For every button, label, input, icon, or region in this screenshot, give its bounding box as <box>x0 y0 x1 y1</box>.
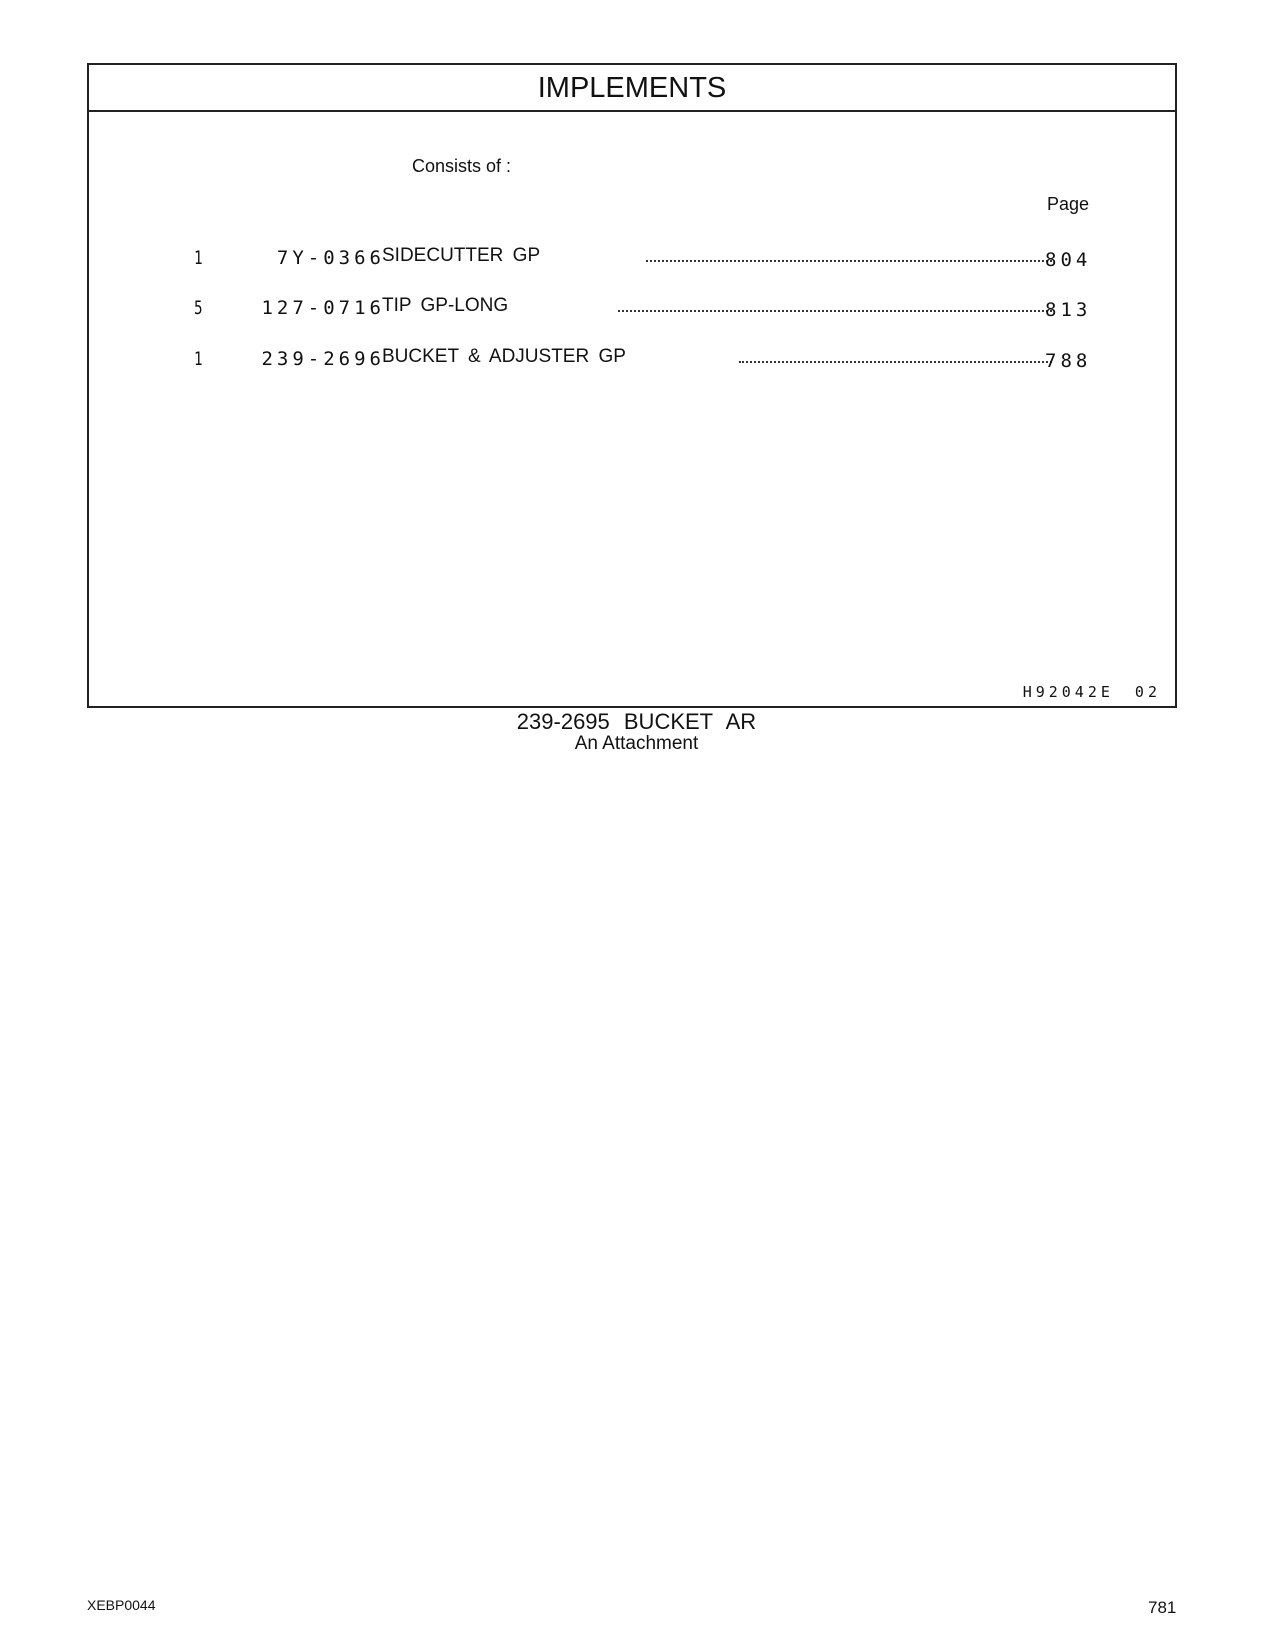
parts-row <box>89 245 1175 275</box>
dot-leader <box>618 310 1052 312</box>
parts-row <box>89 295 1175 325</box>
part-page-reference: 813 <box>1045 299 1092 321</box>
illustration-reference-code: H92042E 02 <box>1022 683 1161 701</box>
part-description-cell <box>382 346 1052 368</box>
part-quantity: 5 <box>194 297 203 319</box>
part-number: 127-0716 <box>261 297 385 319</box>
part-page-reference: 788 <box>1045 350 1092 372</box>
part-page-reference: 804 <box>1045 249 1092 271</box>
page-number: 781 <box>1148 1598 1177 1617</box>
part-description: BUCKET & ADJUSTER GP <box>382 346 626 367</box>
part-number: 7Y-0366 <box>276 247 385 269</box>
part-description-cell <box>382 295 1052 317</box>
caption-subtitle: An Attachment <box>574 733 699 754</box>
part-quantity: 1 <box>194 348 203 370</box>
implements-panel <box>87 63 1177 708</box>
panel-title: IMPLEMENTS <box>89 65 1175 112</box>
parts-row <box>89 346 1175 376</box>
part-number: 239-2696 <box>261 348 385 370</box>
page-column-header: Page <box>1047 194 1090 214</box>
part-quantity: 1 <box>194 247 203 269</box>
part-description-cell <box>382 245 1052 267</box>
document-code: XEBP0044 <box>87 1597 156 1613</box>
dot-leader <box>739 361 1052 363</box>
part-description: TIP GP-LONG <box>382 295 509 316</box>
part-description: SIDECUTTER GP <box>382 245 541 266</box>
consists-of-label: Consists of : <box>412 156 512 176</box>
dot-leader <box>646 260 1052 262</box>
caption-title: 239-2695 BUCKET AR <box>516 709 757 734</box>
